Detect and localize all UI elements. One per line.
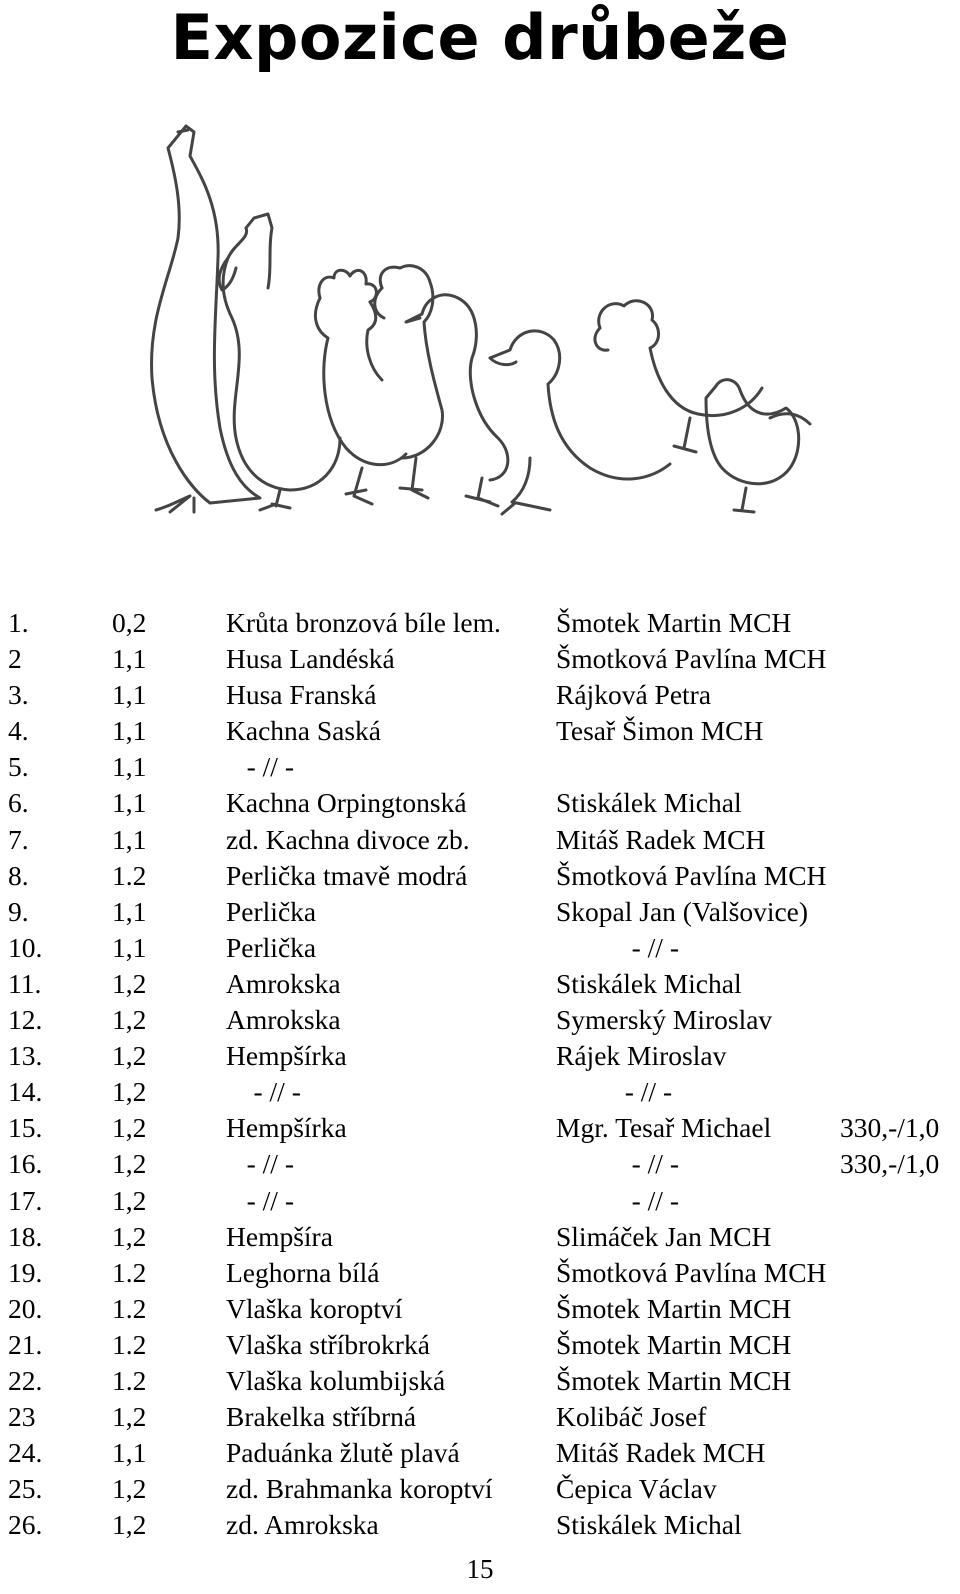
owner-name: Čepica Václav xyxy=(556,1473,717,1505)
owner-name: - // - xyxy=(556,1148,679,1180)
sex-ratio: 1,2 xyxy=(112,1473,147,1505)
list-item xyxy=(0,1219,960,1255)
poultry-line-drawing-icon xyxy=(150,118,850,548)
breed-name: zd. Kachna divoce zb. xyxy=(226,823,470,855)
owner-name: Rájková Petra xyxy=(556,679,712,711)
row-number: 25. xyxy=(8,1473,43,1505)
row-number: 15. xyxy=(8,1112,43,1144)
breed-name: Paduánka žlutě plavá xyxy=(226,1437,460,1469)
row-number: 6. xyxy=(8,787,29,819)
sex-ratio: 1.2 xyxy=(112,1256,147,1288)
breed-name: - // - xyxy=(226,751,294,783)
owner-name: Stiskálek Michal xyxy=(556,1509,742,1541)
owner-name: Šmotková Pavlína MCH xyxy=(556,859,827,891)
row-number: 26. xyxy=(8,1509,43,1541)
list-item xyxy=(0,1471,960,1507)
sex-ratio: 1,1 xyxy=(112,823,147,855)
owner-name: Skopal Jan (Valšovice) xyxy=(556,895,809,927)
breed-name: zd. Brahmanka koroptví xyxy=(226,1473,493,1505)
row-number: 9. xyxy=(8,895,29,927)
row-number: 19. xyxy=(8,1256,43,1288)
breed-name: Kachna Saská xyxy=(226,715,382,747)
row-number: 3. xyxy=(8,679,29,711)
price: 330,-/1,0 xyxy=(840,1148,940,1180)
owner-name: Šmotek Martin MCH xyxy=(556,1292,792,1324)
row-number: 7. xyxy=(8,823,29,855)
row-number: 23 xyxy=(8,1401,36,1433)
row-number: 10. xyxy=(8,931,43,963)
sex-ratio: 1.2 xyxy=(112,859,147,891)
list-item xyxy=(0,785,960,821)
list-item xyxy=(0,822,960,858)
sex-ratio: 1,2 xyxy=(112,1004,147,1036)
sex-ratio: 1,1 xyxy=(112,715,147,747)
breed-name: Vlaška koroptví xyxy=(226,1292,403,1324)
row-number: 13. xyxy=(8,1040,43,1072)
list-item xyxy=(0,1399,960,1435)
sex-ratio: 1.2 xyxy=(112,1292,147,1324)
sex-ratio: 1,1 xyxy=(112,679,147,711)
owner-name: Stiskálek Michal xyxy=(556,967,742,999)
owner-name: Stiskálek Michal xyxy=(556,787,742,819)
row-number: 1. xyxy=(8,607,29,638)
row-number: 11. xyxy=(8,967,42,999)
list-item xyxy=(0,605,960,641)
breed-name: Vlaška kolumbijská xyxy=(226,1364,446,1396)
owner-name: Slimáček Jan MCH xyxy=(556,1220,772,1252)
exhibitor-list xyxy=(0,605,960,1543)
row-number: 20. xyxy=(8,1292,43,1324)
owner-name: Tesař Šimon MCH xyxy=(556,715,764,747)
list-item xyxy=(0,1074,960,1110)
list-item xyxy=(0,1038,960,1074)
owner-name: - // - xyxy=(556,931,679,963)
breed-name: Perlička xyxy=(226,895,317,927)
page-number: 15 xyxy=(466,1554,494,1584)
sex-ratio: 1,2 xyxy=(112,1040,147,1072)
sex-ratio: 1.2 xyxy=(112,1364,147,1396)
sex-ratio: 1,1 xyxy=(112,751,147,783)
row-number: 21. xyxy=(8,1328,43,1360)
list-item xyxy=(0,966,960,1002)
row-number: 17. xyxy=(8,1184,43,1216)
page-title: Expozice drůbeže xyxy=(170,1,790,74)
breed-name: - // - xyxy=(226,1184,294,1216)
breed-name: Hempšírka xyxy=(226,1112,347,1144)
sex-ratio: 1,1 xyxy=(112,895,147,927)
breed-name: Krůta bronzová bíle lem. xyxy=(226,607,501,638)
owner-name: Šmotek Martin MCH xyxy=(556,607,792,638)
breed-name: Brakelka stříbrná xyxy=(226,1401,417,1433)
list-item xyxy=(0,713,960,749)
breed-name: Husa Landéská xyxy=(226,643,395,675)
breed-name: - // - xyxy=(226,1148,294,1180)
list-item xyxy=(0,1363,960,1399)
list-item xyxy=(0,677,960,713)
list-item xyxy=(0,1255,960,1291)
breed-name: - // - xyxy=(226,1076,301,1108)
owner-name: Mgr. Tesař Michael xyxy=(556,1112,772,1144)
owner-name: Šmotková Pavlína MCH xyxy=(556,643,827,675)
sex-ratio: 1,1 xyxy=(112,643,147,675)
breed-name: Leghorna bílá xyxy=(226,1256,380,1288)
row-number: 14. xyxy=(8,1076,43,1108)
sex-ratio: 1,2 xyxy=(112,1076,147,1108)
owner-name: Šmotková Pavlína MCH xyxy=(556,1256,827,1288)
sex-ratio: 0,2 xyxy=(112,607,147,638)
list-item xyxy=(0,894,960,930)
sex-ratio: 1,2 xyxy=(112,1184,147,1216)
sex-ratio: 1,1 xyxy=(112,787,147,819)
list-item xyxy=(0,749,960,785)
owner-name: - // - xyxy=(556,1076,673,1108)
breed-name: Perlička xyxy=(226,931,317,963)
row-number: 24. xyxy=(8,1437,43,1469)
price: 330,-/1,0 xyxy=(840,1112,940,1144)
row-number: 22. xyxy=(8,1364,43,1396)
sex-ratio: 1,2 xyxy=(112,1401,147,1433)
row-number: 2 xyxy=(8,643,22,675)
row-number: 16. xyxy=(8,1148,43,1180)
row-number: 18. xyxy=(8,1220,43,1252)
owner-name: Kolibáč Josef xyxy=(556,1401,707,1433)
list-item xyxy=(0,1291,960,1327)
sex-ratio: 1.2 xyxy=(112,1328,147,1360)
breed-name: Amrokska xyxy=(226,1004,341,1036)
list-item xyxy=(0,1146,960,1182)
breed-name: Kachna Orpingtonská xyxy=(226,787,467,819)
owner-name: Šmotek Martin MCH xyxy=(556,1364,792,1396)
breed-name: zd. Amrokska xyxy=(226,1509,379,1541)
sex-ratio: 1,2 xyxy=(112,1148,147,1180)
breed-name: Husa Franská xyxy=(226,679,377,711)
sex-ratio: 1,1 xyxy=(112,1437,147,1469)
sex-ratio: 1,1 xyxy=(112,931,147,963)
owner-name: - // - xyxy=(556,1184,679,1216)
list-item xyxy=(0,1110,960,1146)
breed-name: Perlička tmavě modrá xyxy=(226,859,468,891)
list-item xyxy=(0,1002,960,1038)
row-number: 5. xyxy=(8,751,29,783)
breed-name: Vlaška stříbrokrká xyxy=(226,1328,430,1360)
list-item xyxy=(0,1183,960,1219)
owner-name: Mitáš Radek MCH xyxy=(556,1437,766,1469)
owner-name: Symerský Miroslav xyxy=(556,1004,773,1036)
row-number: 8. xyxy=(8,859,29,891)
list-item xyxy=(0,1435,960,1471)
sex-ratio: 1,2 xyxy=(112,967,147,999)
list-item xyxy=(0,1327,960,1363)
breed-name: Amrokska xyxy=(226,967,341,999)
owner-name: Mitáš Radek MCH xyxy=(556,823,766,855)
list-item xyxy=(0,1507,960,1543)
list-item xyxy=(0,858,960,894)
breed-name: Hempšíra xyxy=(226,1220,333,1252)
row-number: 4. xyxy=(8,715,29,747)
sex-ratio: 1,2 xyxy=(112,1220,147,1252)
breed-name: Hempšírka xyxy=(226,1040,347,1072)
list-item xyxy=(0,641,960,677)
row-number: 12. xyxy=(8,1004,43,1036)
list-item xyxy=(0,930,960,966)
owner-name: Rájek Miroslav xyxy=(556,1040,727,1072)
owner-name: Šmotek Martin MCH xyxy=(556,1328,792,1360)
sex-ratio: 1,2 xyxy=(112,1509,147,1541)
sex-ratio: 1,2 xyxy=(112,1112,147,1144)
